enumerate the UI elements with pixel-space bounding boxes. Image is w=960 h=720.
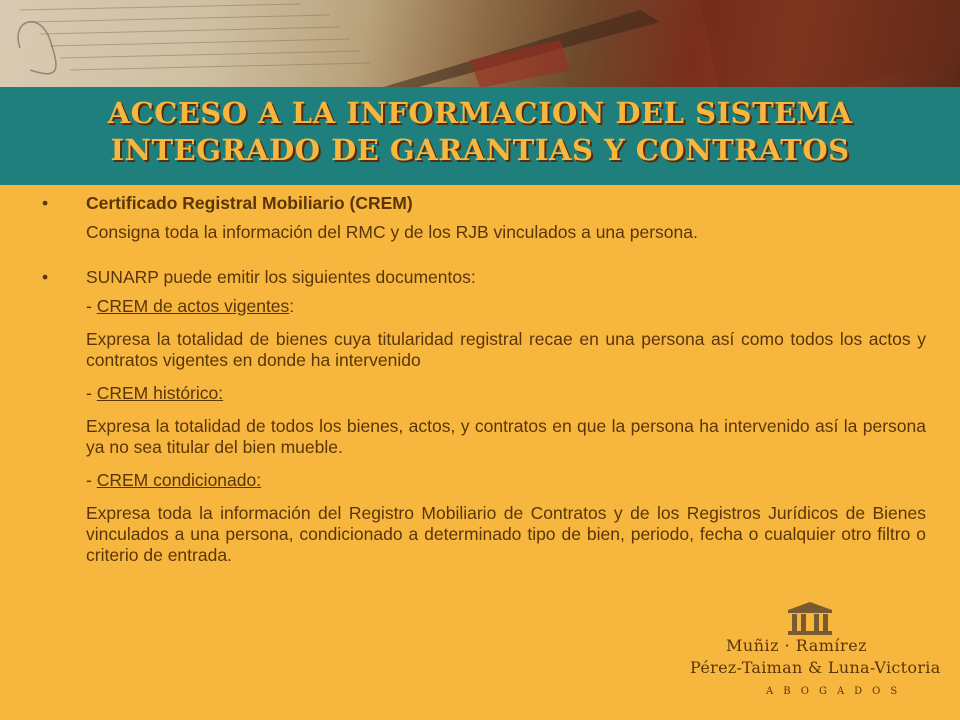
logo-line-3: ABOGADOS xyxy=(766,686,908,697)
item-prefix: - xyxy=(86,383,97,403)
paper-handwriting-decoration xyxy=(0,0,960,92)
title-line-1: ACCESO A LA INFORMACION DEL SISTEMA xyxy=(107,96,853,130)
item-title xyxy=(86,470,926,491)
firm-logo xyxy=(690,636,941,720)
item-title xyxy=(86,383,926,404)
crem-heading: Certificado Registral Mobiliario (CREM) xyxy=(86,193,413,213)
item-title xyxy=(86,296,926,317)
item-prefix: - xyxy=(86,296,97,316)
bullet-crem xyxy=(42,193,926,243)
slide-content xyxy=(42,193,926,566)
bullet-marker: • xyxy=(42,267,49,287)
item-prefix: - xyxy=(86,470,97,490)
bullet-sunarp xyxy=(42,267,926,566)
title-line-2: INTEGRADO DE GARANTIAS Y CONTRATOS xyxy=(110,133,850,167)
item-description: Expresa la totalidad de bienes cuya titularidad registral recae en una persona así como todos los actos y contratos vigentes en donde ha intervenido xyxy=(86,329,926,370)
item-label: CREM histórico: xyxy=(96,383,224,403)
item-label: CREM condicionado: xyxy=(96,470,262,490)
logo-line-1: Muñiz · Ramírez xyxy=(726,636,868,655)
header-photo xyxy=(0,0,960,92)
crem-description: Consigna toda la información del RMC y de los RJB vinculados a una persona. xyxy=(86,222,698,242)
item-label: CREM de actos vigentes xyxy=(96,296,290,316)
sunarp-text: SUNARP puede emitir los siguientes documentos: xyxy=(86,267,476,287)
bullet-marker: • xyxy=(42,193,49,213)
page-title xyxy=(0,95,960,169)
item-description: Expresa la totalidad de todos los bienes, actos, y contratos en que la persona ha intervenido así la persona ya no sea titular del bien mueble. xyxy=(86,416,926,457)
columns-logo-icon xyxy=(786,602,834,636)
item-description: Expresa toda la información del Registro Mobiliario de Contratos y de los Registros Jurídicos de Bienes vinculados a una persona, condicionado a determinado tipo de bien, periodo, fecha o cualquier otro filtro o criterio de entrada. xyxy=(86,503,926,565)
item-suffix: : xyxy=(289,296,295,316)
logo-line-2: Pérez-Taiman & Luna-Victoria xyxy=(690,658,941,677)
